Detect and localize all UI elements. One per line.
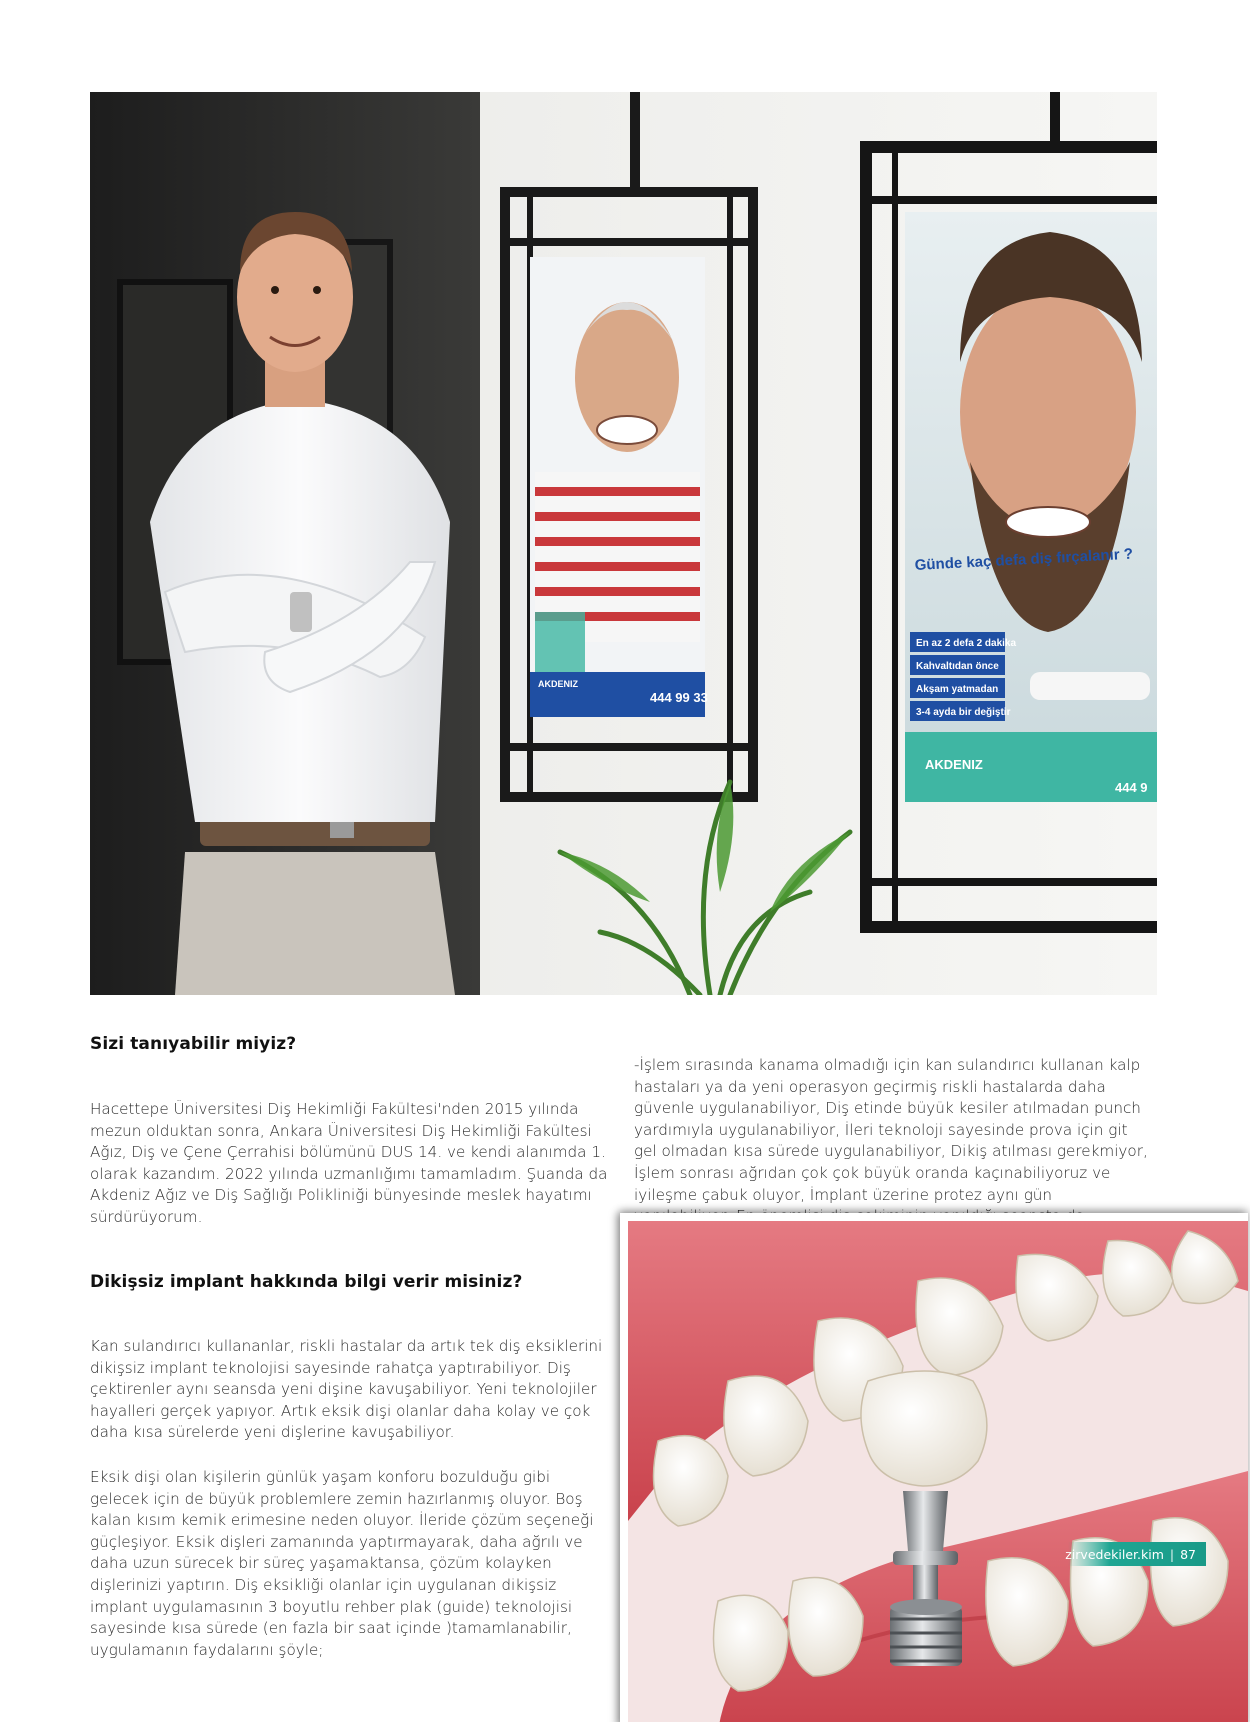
- poster2-phone: 444 9: [1115, 780, 1148, 795]
- benefits-paragraph: -İşlem sırasında kanama olmadığı için kan sulandırıcı kullanan kalp hastaları ya da yeni operasyon geçirmiş riskli hastalarda daha güvenle uygulanabiliyor, Diş etinde büyük kesiler atılmadan punch yardımıyla uygulanabiliyor, İleri teknoloji sayesinde prova için git gel olmadan kısa sürede uygulanabiliyor, Dikiş atılması gerekmiyor, İşlem sonrası ağrıdan çok çok büyük oranda kaçınabiliyoruz ve iyileşme çabuk oluyor, İmplant üzerine protez aynı gün: [634, 1056, 1148, 1204]
- poster2-brand: AKDENIZ: [925, 757, 983, 772]
- footer-page-number: 87: [1180, 1546, 1196, 1562]
- heading-sizi-taniyabilir: Sizi tanıyabilir miyiz?: [90, 1034, 297, 1054]
- hero-illustration: [90, 92, 1157, 995]
- poster2-question: Günde kaç defa diş fırçalanır ?: [914, 545, 1134, 574]
- poster1-phone: 444 99 33: [650, 690, 708, 705]
- poster1-brand: AKDENIZ: [538, 679, 578, 689]
- implant-paragraph-1: Kan sulandırıcı kullananlar, riskli hastalar da artık tek diş eksiklerini dikişsiz implant teknolojisi sayesinde rahatça yaptırabiliyor. Diş çektirenler aynı seansda yeni dişine kavuşabiliyor. Yeni teknolojiler hayalleri gerçek yapıyor. Artık eksik dişi olanlar daha kolay ve çok daha kısa sürelerde yeni dişlerine kavuşabiliyor.: [90, 1337, 603, 1442]
- poster2-tip-1: En az 2 defa 2 dakika: [916, 638, 1017, 649]
- poster2-tip-2: Kahvaltıdan önce: [916, 661, 999, 672]
- footer-site: zirvedekiler.kim: [1065, 1546, 1164, 1562]
- implant-illustration: [628, 1221, 1248, 1722]
- poster2-tip-3: Akşam yatmadan: [916, 684, 999, 695]
- intro-paragraph: Hacettepe Üniversitesi Diş Hekimliği Fakültesi'nden 2015 yılında mezun olduktan sonra, Ankara Üniversitesi Diş Hekimliği Fakültesi Ağız, Diş ve Çene Çerrahisi bölümünü DUS 14. ve kendi alanımda 1. olarak kazandım. 2022 yılında uzmanlığımı tamamladım. Şuanda da Akdeniz Ağız ve Diş Sağlığı Polikliniği bünyesinde meslek hayatımı sürdürüyorum.: [90, 1100, 608, 1226]
- heading-dikissiz-implant: Dikişsiz implant hakkında bilgi verir misiniz?: [90, 1272, 523, 1292]
- poster2-tip-4: 3-4 ayda bir değiştir: [916, 707, 1011, 718]
- hero-photo: [90, 92, 1157, 995]
- footer-page-badge: zirvedekiler.kim | 87: [1068, 1542, 1206, 1566]
- implant-paragraph-2: Eksik dişi olan kişilerin günlük yaşam konforu bozulduğu gibi gelecek için de büyük problemlere zemin hazırlanmış oluyor. Boş kalan kısım kemik erimesine neden oluyor. İleride çözüm seçeneği güçleşiyor. Eksik dişleri zamanında yaptırmayarak, daha ağrılı ve daha uzun sürecek bir süreç yaşamaktansa, çözüm kolayken dişlerinizi yaptırın. Diş eksikliği olanlar için uygulanan dikişsiz implant uygulamasının 3 boyutlu rehber plak (guide) teknolojisi sayesinde kısa sürede (en fazla bir saat içinde )tamamlanabilir, uygulamanın faydalarını şöyle;: [90, 1468, 594, 1659]
- dental-implant-image: [620, 1213, 1248, 1722]
